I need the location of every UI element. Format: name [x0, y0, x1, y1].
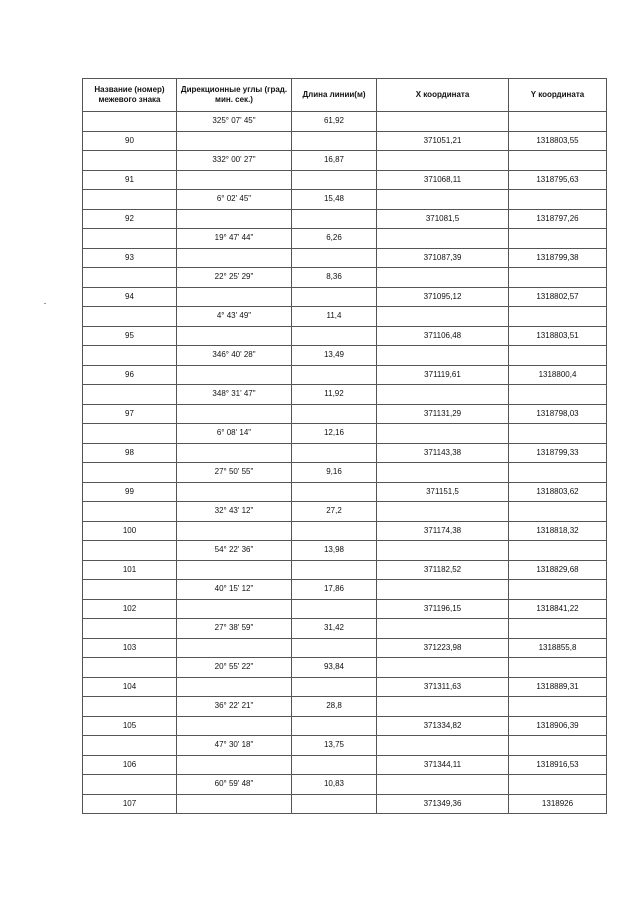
point-x: 371106,48 — [377, 326, 509, 346]
segment-row — [83, 502, 607, 522]
point-y: 1318802,57 — [509, 287, 607, 307]
header-point-name: Название (номер) межевого знака — [83, 79, 177, 112]
segment-angle: 32° 43' 12" — [177, 502, 292, 522]
point-row — [83, 521, 607, 541]
point-x: 371068,11 — [377, 170, 509, 190]
segment-length: 10,83 — [292, 775, 377, 795]
point-name: 102 — [83, 599, 177, 619]
segment-row — [83, 229, 607, 249]
segment-angle: 27° 38' 59" — [177, 619, 292, 639]
point-row — [83, 248, 607, 268]
segment-row — [83, 385, 607, 405]
segment-length: 31,42 — [292, 619, 377, 639]
segment-angle: 60° 59' 48" — [177, 775, 292, 795]
segment-length: 15,48 — [292, 190, 377, 210]
segment-angle: 325° 07' 45" — [177, 112, 292, 132]
segment-row — [83, 736, 607, 756]
segment-angle: 346° 40' 28" — [177, 346, 292, 366]
point-x: 371196,15 — [377, 599, 509, 619]
segment-length: 11,92 — [292, 385, 377, 405]
point-x: 371223,98 — [377, 638, 509, 658]
segment-angle: 4° 43' 49" — [177, 307, 292, 327]
point-name: 94 — [83, 287, 177, 307]
point-name: 93 — [83, 248, 177, 268]
segment-length: 13,49 — [292, 346, 377, 366]
point-y: 1318829,68 — [509, 560, 607, 580]
segment-length: 27,2 — [292, 502, 377, 522]
point-y: 1318803,62 — [509, 482, 607, 502]
header-x-coordinate: X координата — [377, 79, 509, 112]
segment-row — [83, 307, 607, 327]
point-x: 371143,38 — [377, 443, 509, 463]
segment-row — [83, 268, 607, 288]
segment-row — [83, 112, 607, 132]
point-y: 1318889,31 — [509, 677, 607, 697]
point-name: 96 — [83, 365, 177, 385]
point-x: 371349,36 — [377, 794, 509, 814]
segment-row — [83, 658, 607, 678]
point-row — [83, 365, 607, 385]
segment-length: 9,16 — [292, 463, 377, 483]
point-name: 100 — [83, 521, 177, 541]
point-y: 1318916,53 — [509, 755, 607, 775]
point-x: 371095,12 — [377, 287, 509, 307]
segment-angle: 332° 00' 27" — [177, 151, 292, 171]
point-row — [83, 209, 607, 229]
point-y: 1318799,38 — [509, 248, 607, 268]
point-x: 371174,38 — [377, 521, 509, 541]
segment-row — [83, 697, 607, 717]
segment-angle: 40° 15' 12" — [177, 580, 292, 600]
header-direction-angle: Дирекционные углы (град. мин. сек.) — [177, 79, 292, 112]
segment-angle: 348° 31' 47" — [177, 385, 292, 405]
segment-length: 93,84 — [292, 658, 377, 678]
point-row — [83, 560, 607, 580]
segment-angle: 47° 30' 18" — [177, 736, 292, 756]
point-y: 1318798,03 — [509, 404, 607, 424]
segment-row — [83, 580, 607, 600]
segment-row — [83, 619, 607, 639]
point-row — [83, 716, 607, 736]
segment-length: 16,87 — [292, 151, 377, 171]
segment-angle: 6° 02' 45" — [177, 190, 292, 210]
point-x: 371051,21 — [377, 131, 509, 151]
point-y: 1318799,33 — [509, 443, 607, 463]
point-name: 92 — [83, 209, 177, 229]
segment-length: 8,36 — [292, 268, 377, 288]
point-name: 105 — [83, 716, 177, 736]
point-x: 371081,5 — [377, 209, 509, 229]
segment-length: 17,86 — [292, 580, 377, 600]
point-row — [83, 131, 607, 151]
point-y: 1318800,4 — [509, 365, 607, 385]
point-row — [83, 794, 607, 814]
segment-length: 6,26 — [292, 229, 377, 249]
point-name: 97 — [83, 404, 177, 424]
segment-row — [83, 190, 607, 210]
point-name: 101 — [83, 560, 177, 580]
point-row — [83, 677, 607, 697]
point-x: 371311,63 — [377, 677, 509, 697]
point-x: 371344,11 — [377, 755, 509, 775]
segment-row — [83, 775, 607, 795]
point-y: 1318855,8 — [509, 638, 607, 658]
scan-speck — [44, 303, 46, 304]
segment-length: 28,8 — [292, 697, 377, 717]
point-x: 371151,5 — [377, 482, 509, 502]
segment-row — [83, 463, 607, 483]
point-name: 95 — [83, 326, 177, 346]
point-y: 1318803,51 — [509, 326, 607, 346]
segment-length: 61,92 — [292, 112, 377, 132]
segment-angle: 19° 47' 44" — [177, 229, 292, 249]
table-header-row — [83, 79, 607, 112]
segment-angle: 22° 25' 29" — [177, 268, 292, 288]
segment-angle: 36° 22' 21" — [177, 697, 292, 717]
point-row — [83, 755, 607, 775]
segment-length: 11,4 — [292, 307, 377, 327]
point-row — [83, 287, 607, 307]
segment-angle: 6° 08' 14" — [177, 424, 292, 444]
point-x: 371131,29 — [377, 404, 509, 424]
segment-length: 13,75 — [292, 736, 377, 756]
point-y: 1318926 — [509, 794, 607, 814]
segment-row — [83, 424, 607, 444]
point-y: 1318906,39 — [509, 716, 607, 736]
point-y: 1318818,32 — [509, 521, 607, 541]
point-row — [83, 638, 607, 658]
point-y: 1318841,22 — [509, 599, 607, 619]
point-name: 103 — [83, 638, 177, 658]
point-x: 371182,52 — [377, 560, 509, 580]
point-row — [83, 170, 607, 190]
point-x: 371334,82 — [377, 716, 509, 736]
point-name: 107 — [83, 794, 177, 814]
point-y: 1318795,63 — [509, 170, 607, 190]
point-row — [83, 326, 607, 346]
point-x: 371119,61 — [377, 365, 509, 385]
segment-angle: 54° 22' 36" — [177, 541, 292, 561]
header-y-coordinate: Y координата — [509, 79, 607, 112]
segment-length: 13,98 — [292, 541, 377, 561]
point-y: 1318803,55 — [509, 131, 607, 151]
point-name: 106 — [83, 755, 177, 775]
point-x: 371087,39 — [377, 248, 509, 268]
point-name: 98 — [83, 443, 177, 463]
point-row — [83, 443, 607, 463]
header-line-length: Длина линии(м) — [292, 79, 377, 112]
table-body — [83, 112, 607, 814]
point-name: 91 — [83, 170, 177, 190]
point-row — [83, 404, 607, 424]
point-name: 99 — [83, 482, 177, 502]
segment-row — [83, 541, 607, 561]
point-name: 104 — [83, 677, 177, 697]
point-row — [83, 599, 607, 619]
segment-length: 12,16 — [292, 424, 377, 444]
segment-angle: 27° 50' 55" — [177, 463, 292, 483]
point-y: 1318797,26 — [509, 209, 607, 229]
point-row — [83, 482, 607, 502]
segment-angle: 20° 55' 22" — [177, 658, 292, 678]
segment-row — [83, 346, 607, 366]
point-name: 90 — [83, 131, 177, 151]
segment-row — [83, 151, 607, 171]
boundary-coordinates-table — [82, 78, 607, 814]
